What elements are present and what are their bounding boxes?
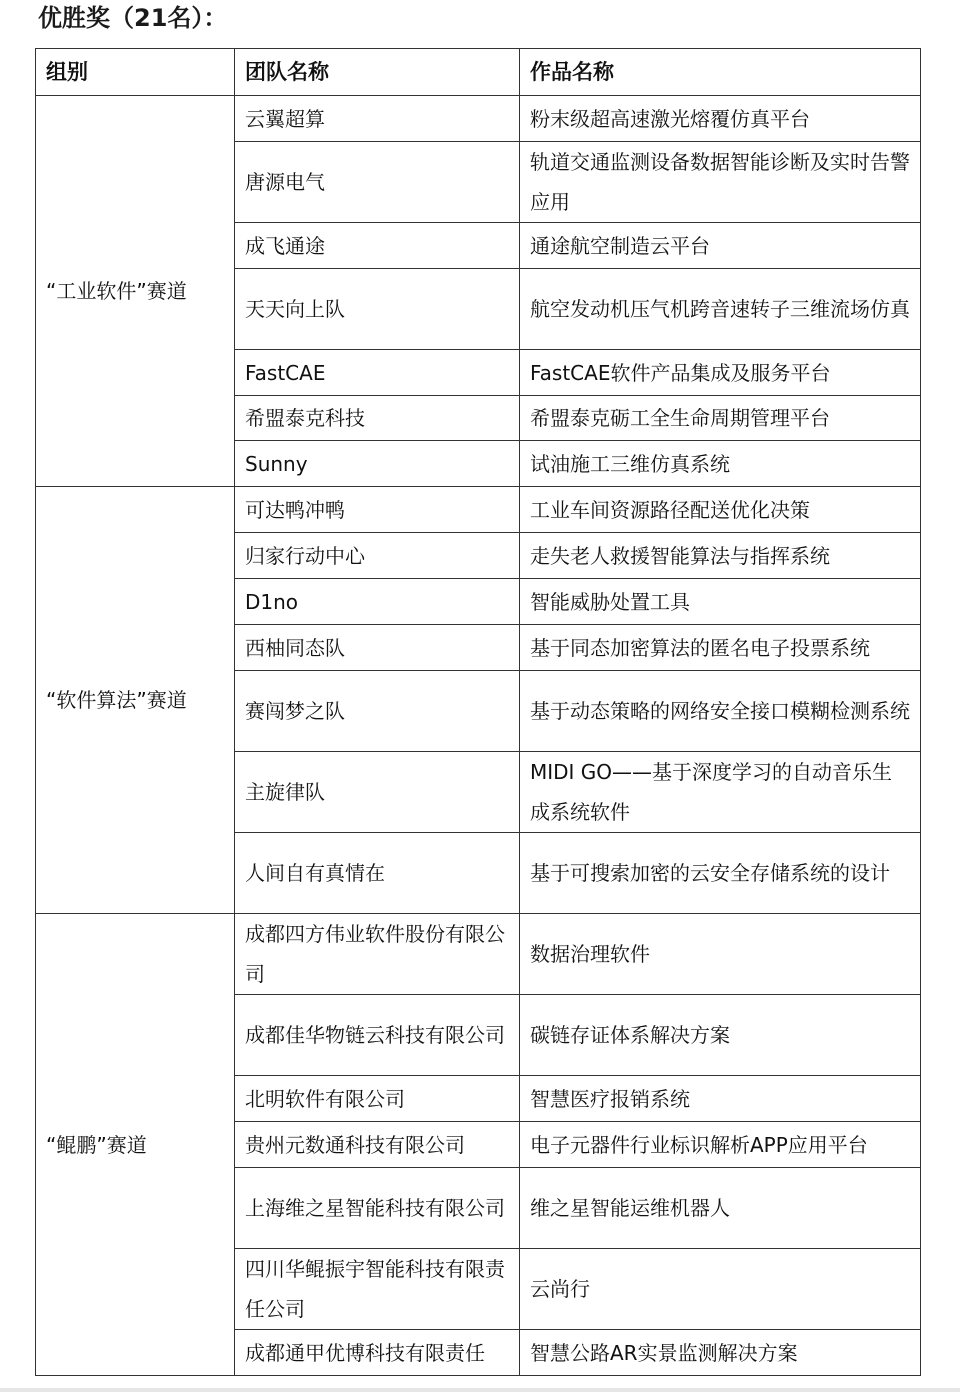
team-name-cell: 北明软件有限公司 bbox=[235, 1076, 520, 1122]
group-cell-software-algorithm: “软件算法”赛道 bbox=[36, 487, 235, 914]
group-cell-industrial-software: “工业软件”赛道 bbox=[36, 96, 235, 487]
page-bottom-edge bbox=[0, 1388, 960, 1392]
award-table bbox=[35, 48, 921, 1376]
work-name-cell: MIDI GO——基于深度学习的自动音乐生成系统软件 bbox=[520, 752, 921, 833]
team-name-cell: 西柚同态队 bbox=[235, 625, 520, 671]
work-name-cell: 基于动态策略的网络安全接口模糊检测系统 bbox=[520, 671, 921, 752]
team-name-cell: FastCAE bbox=[235, 350, 520, 396]
group-cell-kunpeng: “鲲鹏”赛道 bbox=[36, 914, 235, 1376]
team-name-cell: D1no bbox=[235, 579, 520, 625]
team-name-cell: 云翼超算 bbox=[235, 96, 520, 142]
work-name-cell: 维之星智能运维机器人 bbox=[520, 1168, 921, 1249]
team-name-cell: 贵州元数通科技有限公司 bbox=[235, 1122, 520, 1168]
table-row bbox=[36, 487, 921, 533]
team-name-cell: 希盟泰克科技 bbox=[235, 396, 520, 441]
work-name-cell: 电子元器件行业标识解析APP应用平台 bbox=[520, 1122, 921, 1168]
work-name-cell: 碳链存证体系解决方案 bbox=[520, 995, 921, 1076]
table-header-row bbox=[36, 49, 921, 96]
work-name-cell: 粉末级超高速激光熔覆仿真平台 bbox=[520, 96, 921, 142]
team-name-cell: 赛闯梦之队 bbox=[235, 671, 520, 752]
team-name-cell: Sunny bbox=[235, 441, 520, 487]
work-name-cell: 基于同态加密算法的匿名电子投票系统 bbox=[520, 625, 921, 671]
team-name-cell: 归家行动中心 bbox=[235, 533, 520, 579]
work-name-cell: 智慧医疗报销系统 bbox=[520, 1076, 921, 1122]
team-name-cell: 成都通甲优博科技有限责任 bbox=[235, 1330, 520, 1376]
work-name-cell: 智能威胁处置工具 bbox=[520, 579, 921, 625]
team-name-cell: 四川华鲲振宇智能科技有限责任公司 bbox=[235, 1249, 520, 1330]
team-name-cell: 人间自有真情在 bbox=[235, 833, 520, 914]
work-name-cell: 走失老人救援智能算法与指挥系统 bbox=[520, 533, 921, 579]
team-name-cell: 可达鸭冲鸭 bbox=[235, 487, 520, 533]
work-name-cell: 智慧公路AR实景监测解决方案 bbox=[520, 1330, 921, 1376]
work-name-cell: 通途航空制造云平台 bbox=[520, 223, 921, 269]
team-name-cell: 主旋律队 bbox=[235, 752, 520, 833]
table-row bbox=[36, 96, 921, 142]
team-name-cell: 天天向上队 bbox=[235, 269, 520, 350]
team-name-cell: 唐源电气 bbox=[235, 142, 520, 223]
team-name-cell: 成都佳华物链云科技有限公司 bbox=[235, 995, 520, 1076]
table-row bbox=[36, 914, 921, 995]
column-header-group: 组别 bbox=[36, 49, 235, 96]
work-name-cell: 轨道交通监测设备数据智能诊断及实时告警应用 bbox=[520, 142, 921, 223]
work-name-cell: 云尚行 bbox=[520, 1249, 921, 1330]
work-name-cell: 数据治理软件 bbox=[520, 914, 921, 995]
work-name-cell: 试油施工三维仿真系统 bbox=[520, 441, 921, 487]
team-name-cell: 成都四方伟业软件股份有限公司 bbox=[235, 914, 520, 995]
work-name-cell: 希盟泰克砺工全生命周期管理平台 bbox=[520, 396, 921, 441]
column-header-work: 作品名称 bbox=[520, 49, 921, 96]
team-name-cell: 成飞通途 bbox=[235, 223, 520, 269]
work-name-cell: 基于可搜索加密的云安全存储系统的设计 bbox=[520, 833, 921, 914]
work-name-cell: FastCAE软件产品集成及服务平台 bbox=[520, 350, 921, 396]
award-heading: 优胜奖（21名）： bbox=[38, 4, 228, 32]
work-name-cell: 工业车间资源路径配送优化决策 bbox=[520, 487, 921, 533]
column-header-team: 团队名称 bbox=[235, 49, 520, 96]
work-name-cell: 航空发动机压气机跨音速转子三维流场仿真 bbox=[520, 269, 921, 350]
team-name-cell: 上海维之星智能科技有限公司 bbox=[235, 1168, 520, 1249]
